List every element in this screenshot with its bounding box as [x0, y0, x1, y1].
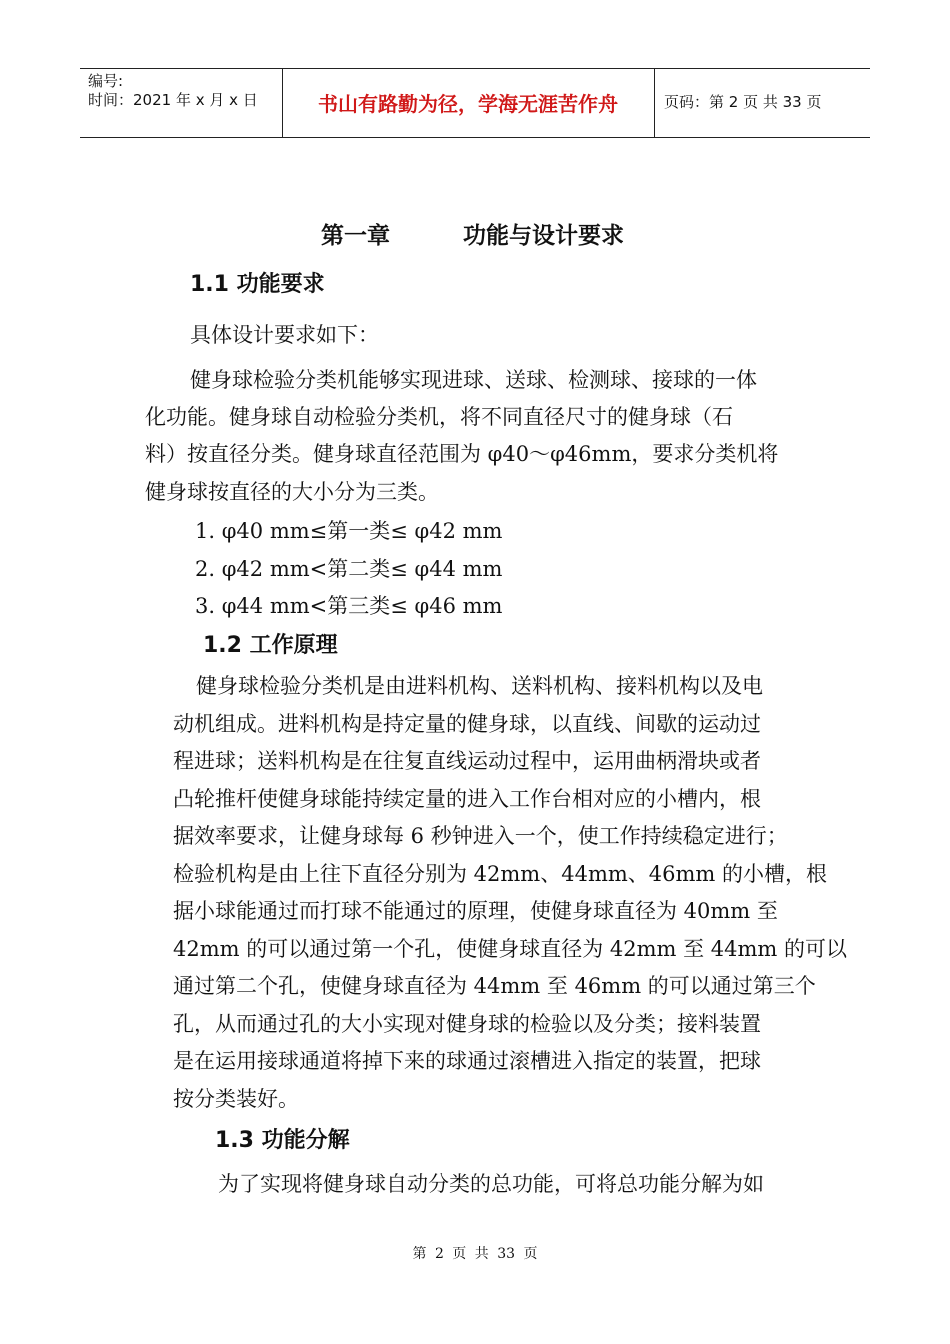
header-meta-cell: [80, 69, 283, 137]
paragraph-line: 健身球按直径的大小分为三类。: [145, 480, 439, 504]
chapter-number: 第一章: [321, 223, 390, 249]
paragraph-line: 化功能。健身球自动检验分类机，将不同直径尺寸的健身球（石: [145, 405, 733, 429]
paragraph-line: 凸轮推杆使健身球能持续定量的进入工作台相对应的小槽内，根: [173, 787, 761, 811]
header-number: 编号:: [88, 72, 124, 90]
chapter-title: 功能与设计要求: [463, 223, 624, 249]
paragraph-line: 通过第二个孔，使健身球直径为 44mm 至 46mm 的可以通过第三个: [173, 974, 816, 998]
paragraph-line: 健身球检验分类机能够实现进球、送球、检测球、接球的一体: [190, 368, 757, 392]
header-page-info: 页码：第 2 页 共 33 页: [664, 93, 822, 111]
paragraph-line: 42mm 的可以通过第一个孔，使健身球直径为 42mm 至 44mm 的可以: [173, 937, 848, 961]
paragraph-line: 动机组成。进料机构是持定量的健身球，以直线、间歇的运动过: [173, 712, 761, 736]
paragraph-line: 是在运用接球通道将掉下来的球通过滚槽进入指定的装置，把球: [173, 1049, 761, 1073]
paragraph-line: 程进球；送料机构是在往复直线运动过程中，运用曲柄滑块或者: [173, 749, 761, 773]
header-motto: 书山有路勤为径，学海无涯苦作舟: [318, 92, 618, 116]
paragraph-line: 孔，从而通过孔的大小实现对健身球的检验以及分类；接料装置: [173, 1012, 761, 1036]
list-item: 3. φ44 mm<第三类≤ φ46 mm: [195, 594, 503, 618]
list-item: 2. φ42 mm<第二类≤ φ44 mm: [195, 557, 503, 581]
section-heading: 1.2 工作原理: [203, 633, 338, 658]
section-heading: 1.3 功能分解: [215, 1128, 350, 1153]
page-footer: 第 2 页 共 33 页: [412, 1246, 538, 1262]
list-item: 1. φ40 mm≤第一类≤ φ42 mm: [195, 519, 503, 543]
paragraph-line: 按分类装好。: [173, 1087, 299, 1111]
paragraph-line: 健身球检验分类机是由进料机构、送料机构、接料机构以及电: [196, 674, 763, 698]
section-heading: 1.1 功能要求: [190, 272, 325, 297]
paragraph-line: 据效率要求，让健身球每 6 秒钟进入一个，使工作持续稳定进行；: [173, 824, 788, 848]
paragraph-line: 检验机构是由上往下直径分别为 42mm、44mm、46mm 的小槽，根: [173, 862, 827, 886]
paragraph-line: 料）按直径分类。健身球直径范围为 φ40～φ46mm，要求分类机将: [145, 442, 779, 466]
page-header: [80, 68, 870, 138]
header-time: 时间：2021 年 x 月 x 日: [88, 91, 258, 109]
paragraph-line: 据小球能通过而打球不能通过的原理，使健身球直径为 40mm 至: [173, 899, 778, 923]
section-intro: 具体设计要求如下：: [190, 323, 379, 347]
paragraph-line: 为了实现将健身球自动分类的总功能，可将总功能分解为如: [218, 1172, 764, 1196]
header-motto-cell: [282, 69, 655, 137]
header-page-cell: [656, 69, 870, 137]
